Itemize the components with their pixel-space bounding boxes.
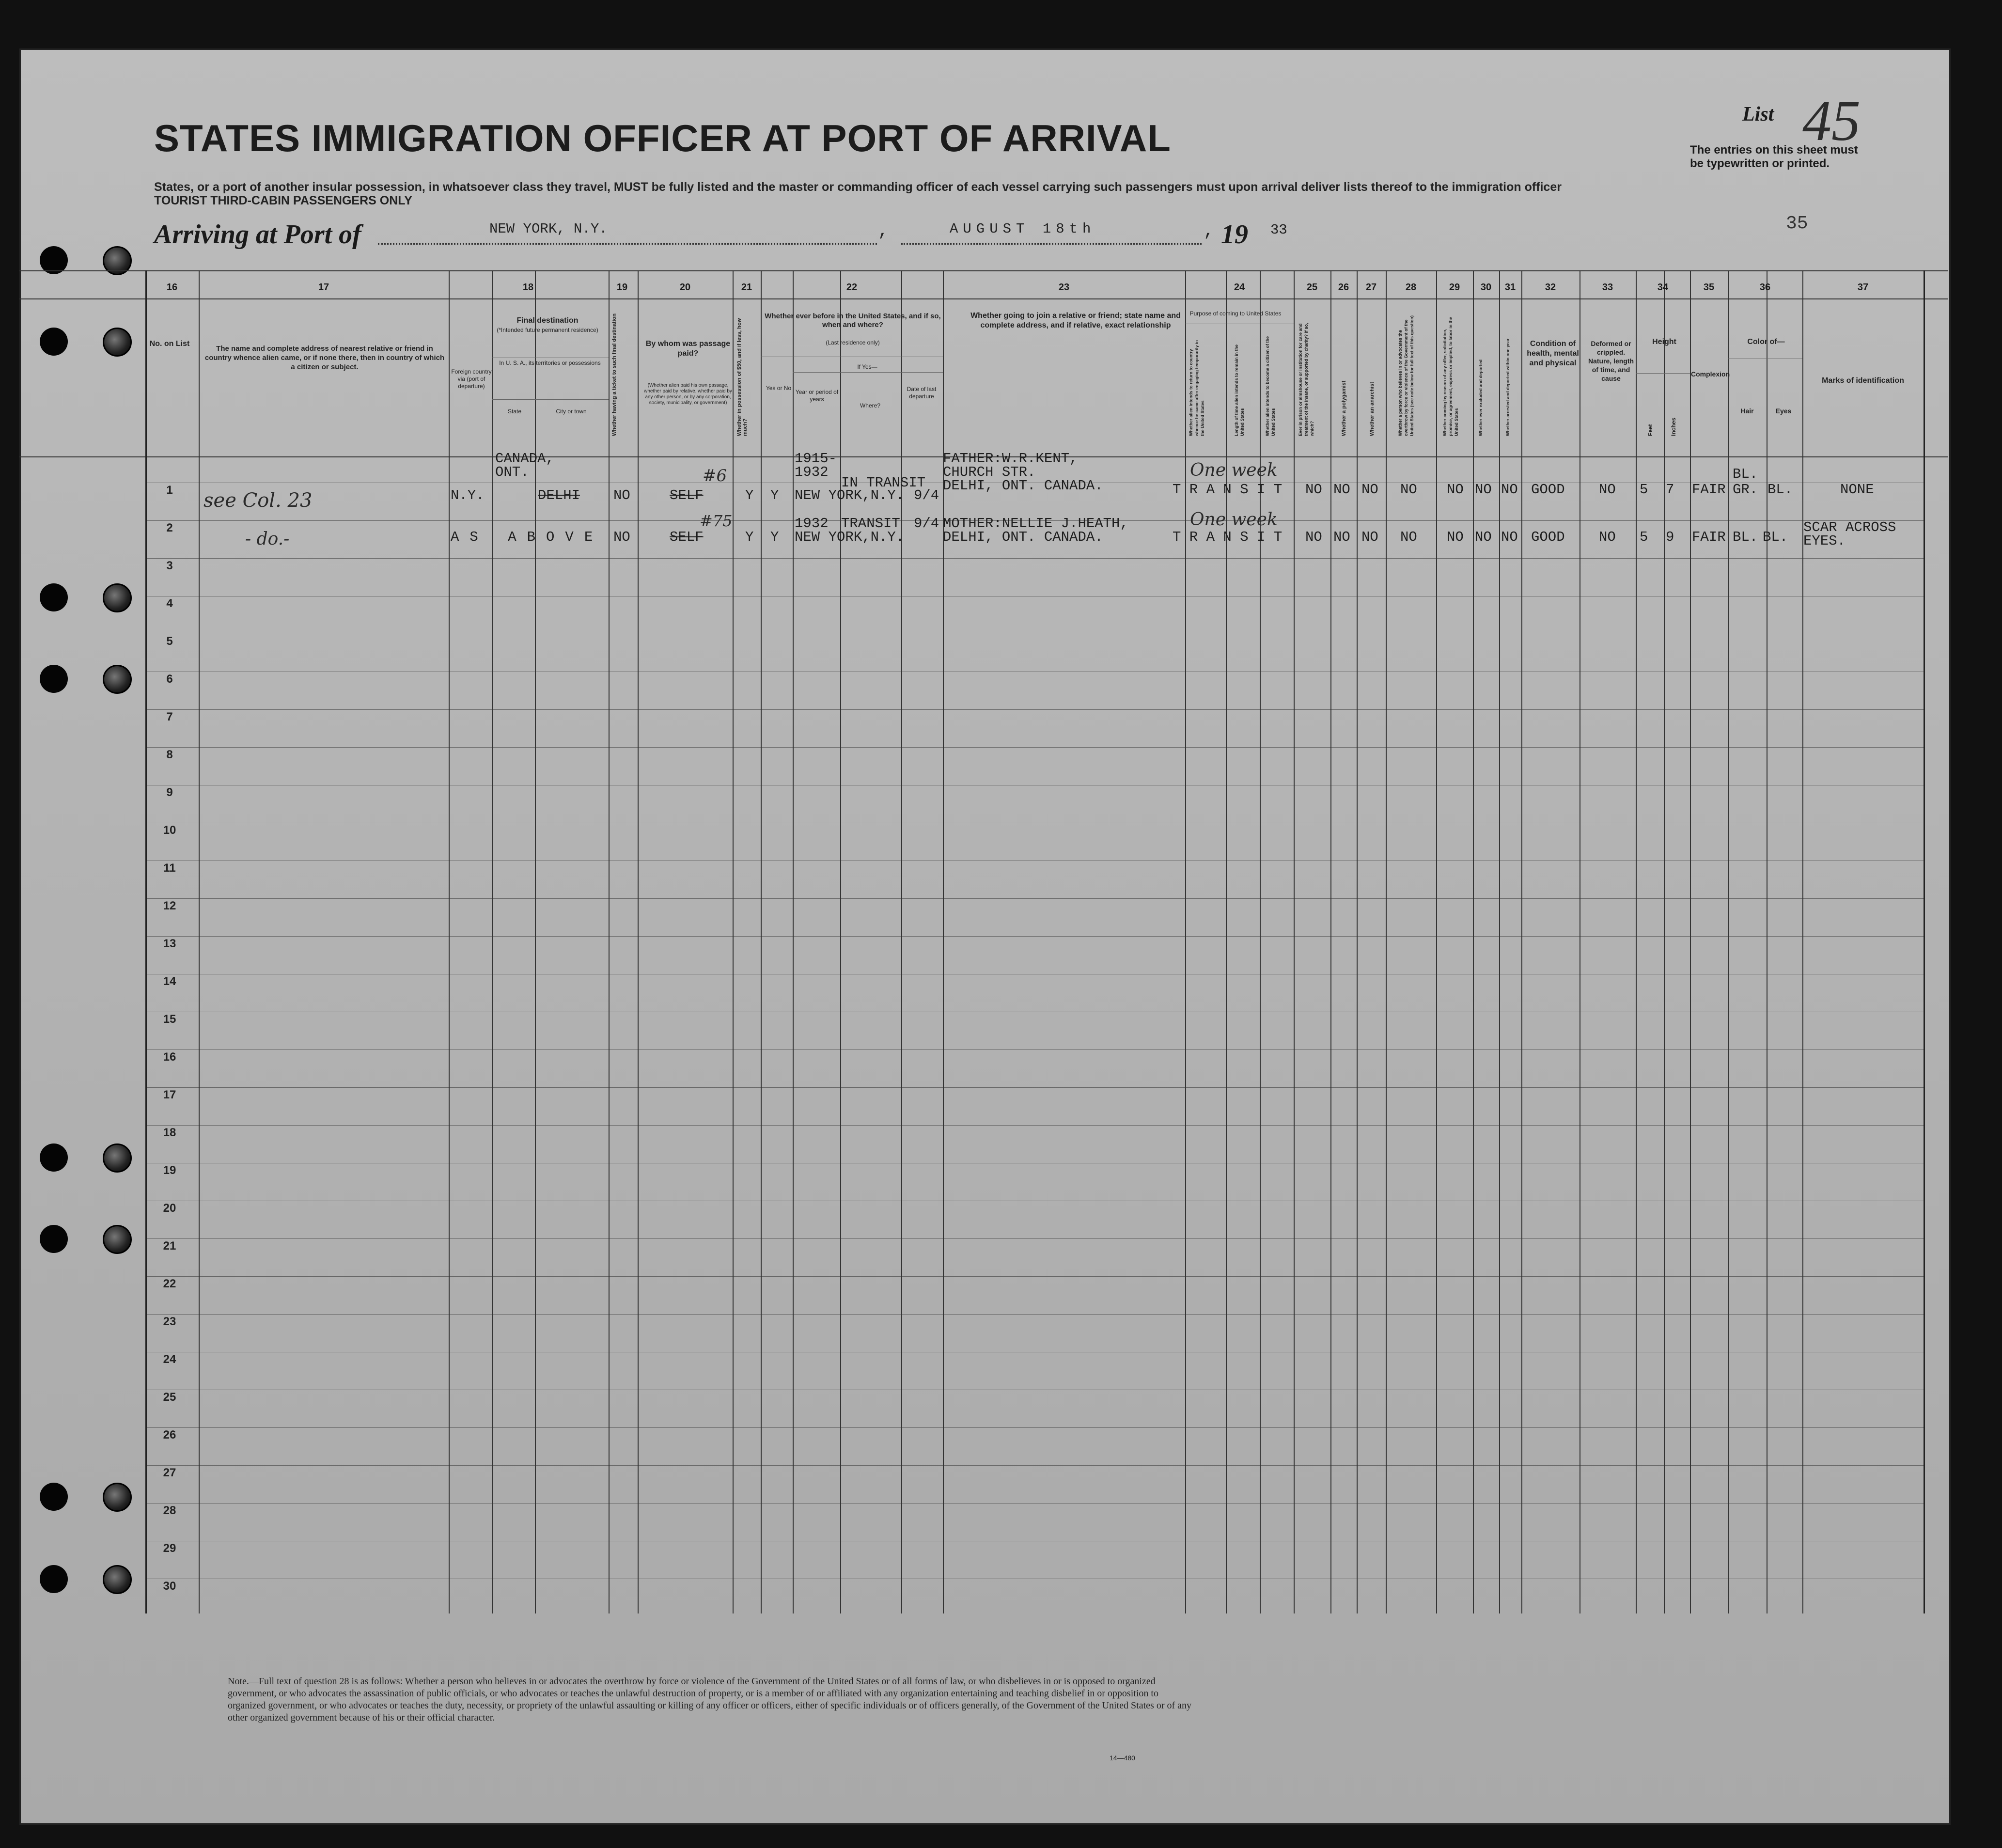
row2-c32: GOOD	[1531, 529, 1565, 545]
row2-c20: SELF	[670, 529, 704, 545]
punch-hole	[103, 1143, 132, 1173]
row2-c19: NO	[613, 529, 630, 545]
row1-c18-city: DELHI	[538, 487, 580, 503]
row1-c36-hair2: GR.	[1733, 482, 1758, 498]
row2-c34-feet: 5	[1640, 529, 1648, 545]
row2-c36-hair1: BL.	[1733, 529, 1758, 545]
column-number: 19	[616, 282, 628, 293]
header-c34-inches: Inches	[1670, 417, 1677, 436]
header-c24-c: Whether alien intends to become a citizen of the United States	[1265, 336, 1276, 436]
row-number: 20	[163, 1202, 176, 1215]
grid-vline	[1473, 270, 1474, 1613]
header-c24-b: Length of time alien intends to remain in the United States	[1234, 344, 1245, 436]
column-number: 17	[318, 282, 329, 293]
grid-hline	[145, 709, 1924, 710]
header-c24-a: Whether alien intends to return to country whence he came after engaging temporarily in the United States	[1189, 340, 1205, 436]
grid-vline	[1924, 270, 1925, 1613]
row-number: 6	[166, 673, 173, 686]
row2-c23-line2: DELHI, ONT. CANADA.	[943, 529, 1103, 545]
row2-c18-span: AS ABOVE	[451, 529, 604, 545]
grid-vline	[199, 270, 200, 1613]
row1-c19: NO	[613, 487, 630, 503]
grid-hline	[145, 1427, 1924, 1428]
grid-hline	[145, 1238, 1924, 1239]
row1-c20: SELF	[670, 487, 704, 503]
date-dotline	[901, 243, 1202, 245]
punch-hole	[103, 1483, 132, 1512]
punch-hole	[40, 1225, 68, 1253]
column-number: 22	[846, 282, 858, 293]
grid-hline	[145, 1465, 1924, 1466]
grid-vline	[638, 270, 639, 1613]
row1-c28: NO	[1400, 482, 1417, 498]
row2-c29: NO	[1447, 529, 1464, 545]
row-number: 9	[166, 786, 173, 799]
row-number: 8	[166, 748, 173, 761]
grid-hline	[145, 1276, 1924, 1277]
grid-hline	[145, 1049, 1924, 1050]
row2-c26: NO	[1333, 529, 1350, 545]
punch-hole	[40, 1565, 68, 1593]
punch-hole	[40, 1143, 68, 1172]
row2-c22-where2: NEW YORK,N.Y.	[795, 529, 905, 545]
grid-hline	[793, 372, 943, 373]
row2-c37-line1: SCAR ACROSS	[1803, 519, 1896, 535]
row1-c23-line2: CHURCH STR.	[943, 464, 1036, 480]
row-number: 1	[166, 484, 173, 497]
grid-vline	[1690, 270, 1691, 1613]
footer-note: Note.—Full text of question 28 is as follows: Whether a person who believes in or advocates the overthrow by force or violence of the Government of the United States or of all forms of law, or who disbelieves in or is opposed to organized government, or who advocates the assassination of public officials, or who advocates or teaches the unlawful destruction of property, or is a member of or affiliated with any organization entertaining and teaching disbelief in or opposition to organized government, or who advocates or teaches the duty, necessity, or propriety of the unlawful assaulting or killing of any officer or officers, either of specific individuals or of officers generally, of the Government of the United States or of any other organized government because of his or their official character.	[228, 1676, 1192, 1723]
row1-c22-yesno: Y	[770, 487, 779, 503]
row2-c28: NO	[1400, 529, 1417, 545]
column-number: 30	[1480, 282, 1492, 293]
entries-note-line1: The entries on this sheet must	[1690, 143, 1858, 157]
grid-hline	[145, 1087, 1924, 1088]
row1-c18-state-top2: ONT.	[495, 464, 529, 480]
header-c36-title: Color of—	[1747, 338, 1785, 346]
row2-c25: NO	[1305, 529, 1322, 545]
row-number: 29	[163, 1542, 176, 1555]
punch-hole	[40, 328, 68, 356]
row-number: 22	[163, 1277, 176, 1290]
grid-vline	[1185, 270, 1186, 1613]
row2-c31: NO	[1501, 529, 1518, 545]
grid-hline	[19, 270, 1948, 271]
header-c20-title: By whom was passage paid?	[645, 340, 731, 358]
header-c26: Whether a polygamist	[1341, 380, 1347, 436]
header-c17: The name and complete address of nearest relative or friend in country whence alien came, or if none there, then in country of which a citizen or subject.	[204, 345, 445, 371]
grid-vline	[1330, 270, 1331, 1613]
row1-c29: NO	[1447, 482, 1464, 498]
port-value: NEW YORK, N.Y.	[489, 221, 608, 237]
column-number: 28	[1405, 282, 1417, 293]
row-number: 4	[166, 597, 173, 610]
row1-c22-year2: 1932	[795, 464, 829, 480]
port-dotline	[378, 243, 877, 245]
row1-c21: Y	[745, 487, 754, 503]
column-number: 20	[679, 282, 691, 293]
row-number: 15	[163, 1013, 176, 1026]
grid-vline	[492, 270, 493, 1613]
header-c22-date: Date of last departure	[907, 386, 937, 400]
column-number: 36	[1759, 282, 1771, 293]
row-number: 3	[166, 559, 173, 572]
row1-c36-eyes: BL.	[1767, 482, 1793, 498]
row1-c37: NONE	[1840, 482, 1874, 498]
grid-hline	[145, 747, 1924, 748]
header-c37: Marks of identification	[1822, 376, 1904, 385]
row-number: 7	[166, 710, 173, 723]
column-number: 16	[166, 282, 178, 293]
row2-c24: T R A N S I T	[1173, 529, 1283, 545]
header-c21: Whether in possession of $50, and if less, how much?	[736, 318, 748, 436]
header-c34-title: Height	[1652, 338, 1676, 346]
row-number: 27	[163, 1466, 176, 1479]
grid-vline	[793, 270, 794, 1613]
column-number: 23	[1058, 282, 1070, 293]
grid-hline	[1636, 373, 1690, 374]
row2-c20-hand: #75	[700, 512, 733, 530]
row-number: 18	[163, 1126, 176, 1139]
row2-c34-inches: 9	[1666, 529, 1674, 545]
header-c25: Ever in prison or almshouse or institution for care and treatment of the insane, or supported by charity? If so, which?	[1298, 323, 1314, 436]
row2-c33: NO	[1599, 529, 1616, 545]
row2-c22-yesno: Y	[770, 529, 779, 545]
row2-c27: NO	[1361, 529, 1378, 545]
punch-hole	[103, 1565, 132, 1594]
header-c18-state: State	[507, 408, 522, 415]
row1-c27: NO	[1361, 482, 1378, 498]
header-c28: Whether a person who believes in or advocates the overthrow by force or violence of the Government of the United States (see note below for full text of this question)	[1398, 315, 1414, 436]
row2-c37-line2: EYES.	[1803, 533, 1846, 549]
row2-c22-date: 9/4	[914, 516, 939, 532]
header-c34-feet: Feet	[1647, 424, 1654, 436]
row-number: 26	[163, 1428, 176, 1441]
row1-c34-feet: 5	[1640, 482, 1648, 498]
year-prefix: 19	[1221, 219, 1248, 250]
grid-vline	[1636, 270, 1637, 1613]
row1-c23-line3: DELHI, ONT. CANADA.	[943, 478, 1103, 494]
grid-vline	[535, 270, 536, 1613]
row1-c32: GOOD	[1531, 482, 1565, 498]
row-number: 30	[163, 1580, 176, 1593]
header-c23: Whether going to join a relative or friend; state name and complete address, and if relative, exact relationship	[970, 312, 1181, 329]
header-c22-yesno: Yes or No	[766, 385, 792, 392]
column-number: 26	[1338, 282, 1349, 293]
column-number: 27	[1365, 282, 1377, 293]
grid-vline	[1499, 270, 1500, 1613]
row-number: 5	[166, 635, 173, 648]
header-c31: Whether arrested and deported within one year	[1505, 338, 1510, 436]
row-number: 24	[163, 1353, 176, 1366]
instructions-line: States, or a port of another insular possession, in whatsoever class they travel, MUST be fully listed and the master or commanding officer of each vessel carrying such passengers must upon arrival deliver lists thereof to the immigration officer	[154, 180, 1562, 194]
grid-vline	[733, 270, 734, 1613]
row1-c22-where1: IN TRANSIT	[841, 475, 926, 491]
punch-hole	[40, 1483, 68, 1511]
row-number: 28	[163, 1504, 176, 1517]
row2-c22-where1: TRANSIT	[841, 516, 900, 532]
header-c22-where: Where?	[860, 402, 881, 409]
row1-c23-line1: FATHER:W.R.KENT,	[943, 451, 1078, 467]
punch-hole	[103, 665, 132, 694]
date-value: AUGUST 18th	[950, 221, 1096, 237]
row-number: 11	[163, 861, 176, 875]
row2-c24-hand: One week	[1190, 510, 1278, 530]
row2-c30: NO	[1475, 529, 1492, 545]
grid-vline	[840, 270, 841, 1613]
grid-vline	[449, 270, 450, 1613]
entries-note	[1690, 143, 1858, 171]
row1-c33: NO	[1599, 482, 1616, 498]
list-label: List	[1742, 103, 1774, 125]
row1-c26: NO	[1333, 482, 1350, 498]
column-number: 25	[1306, 282, 1318, 293]
row1-c24-hand: One week	[1190, 460, 1278, 480]
grid-vline	[1386, 270, 1387, 1613]
header-c36-hair: Hair	[1740, 407, 1754, 415]
column-number: 33	[1602, 282, 1613, 293]
grid-vline	[1728, 270, 1729, 1613]
row-number: 12	[163, 899, 176, 912]
page-title: STATES IMMIGRATION OFFICER AT PORT OF ARRIVAL	[154, 117, 1171, 159]
arriving-label: Arriving at Port of	[154, 219, 361, 250]
column-number: 29	[1449, 282, 1460, 293]
form-number: 14—480	[1110, 1754, 1135, 1762]
row1-c22-year1: 1915-	[795, 451, 837, 467]
row1-c18-state-top: CANADA,	[495, 451, 554, 467]
column-number: 24	[1234, 282, 1245, 293]
row1-c34-inches: 7	[1666, 482, 1674, 498]
column-number: 34	[1657, 282, 1669, 293]
header-c20-sub: (Whether alien paid his own passage, whether paid by relative, whether paid by any other person, or by any corporation, society, municipality, or government)	[644, 383, 732, 406]
entries-note-line2: be typewritten or printed.	[1690, 157, 1830, 170]
row1-c25: NO	[1305, 482, 1322, 498]
grid-hline	[492, 399, 609, 400]
row2-c22-year1: 1932	[795, 516, 829, 532]
header-c30: Whether ever excluded and deported	[1478, 359, 1483, 436]
header-c24-title: Purpose of coming to United States	[1189, 310, 1282, 317]
header-c27: Whether an anarchist	[1369, 382, 1375, 436]
row-number: 10	[163, 824, 176, 837]
class-line: TOURIST THIRD-CABIN PASSENGERS ONLY	[154, 194, 412, 207]
row-number: 23	[163, 1315, 176, 1328]
row2-c36-eyes: BL.	[1763, 529, 1788, 545]
header-c18-sub: (*Intended future permanent residence)	[497, 327, 598, 333]
header-c18-foreign: Foreign country via (port of departure)	[451, 368, 492, 390]
grid-vline	[609, 270, 610, 1613]
row1-c22-date: 9/4	[914, 487, 939, 503]
grid-vline	[1521, 270, 1522, 1613]
punch-hole	[103, 583, 132, 612]
grid-vline	[901, 270, 902, 1613]
row-number: 19	[163, 1164, 176, 1177]
punch-hole	[40, 583, 68, 611]
row1-c24: T R A N S I T	[1173, 482, 1283, 498]
row1-c30: NO	[1475, 482, 1492, 498]
row2-c17: - do.-	[245, 529, 290, 549]
column-number: 31	[1504, 282, 1516, 293]
year-suffix: 33	[1270, 222, 1287, 238]
row1-c17: see Col. 23	[203, 489, 313, 512]
row1-c18-foreign: N.Y.	[451, 487, 485, 503]
punch-hole	[40, 665, 68, 693]
row2-c35: FAIR	[1692, 529, 1726, 545]
row-number: 25	[163, 1391, 176, 1404]
column-number: 21	[741, 282, 752, 293]
list-number: 45	[1802, 88, 1861, 153]
row-number: 17	[163, 1088, 176, 1101]
header-c33: Deformed or crippled. Nature, length of time, and cause	[1588, 340, 1634, 382]
grid-vline	[1436, 270, 1437, 1613]
grid-vline	[761, 270, 762, 1613]
punch-hole	[103, 328, 132, 357]
row-number: 13	[163, 937, 176, 950]
header-c22-ifyes: If Yes—	[857, 363, 877, 370]
corner-number: 35	[1786, 213, 1808, 234]
punch-hole	[103, 1225, 132, 1254]
row2-c21: Y	[745, 529, 754, 545]
header-c18-usa: In U. S. A., its territories or possessions	[499, 360, 601, 366]
header-c18-title: Final destination	[516, 316, 579, 325]
grid-vline	[1664, 270, 1665, 1613]
header-c19: Whether having a ticket to such final destination	[611, 313, 617, 436]
row2-c23-line1: MOTHER:NELLIE J.HEATH,	[943, 516, 1128, 532]
header-no-on-list: No. on List	[149, 340, 190, 348]
grid-hline	[145, 558, 1924, 559]
header-c32: Condition of health, mental and physical	[1527, 340, 1579, 367]
header-c35: Complexion	[1691, 370, 1730, 378]
grid-vline	[1357, 270, 1358, 1613]
column-number: 37	[1857, 282, 1869, 293]
grid-hline	[19, 298, 1948, 299]
header-c36-eyes: Eyes	[1775, 407, 1792, 415]
grid-hline	[145, 898, 1924, 899]
grid-vline	[1294, 270, 1295, 1613]
row1-c22-where2: NEW YORK,N.Y.	[795, 487, 905, 503]
header-c22-title: Whether ever before in the United States, and if so, when and where?	[765, 312, 941, 329]
row1-c31: NO	[1501, 482, 1518, 498]
header-c29: Whether coming by reason of any offer, solicitation, promise, or agreement, express or implied, to labor in the United States	[1442, 316, 1459, 436]
row-number: 14	[163, 975, 176, 988]
column-number: 35	[1703, 282, 1715, 293]
row-number: 21	[163, 1239, 176, 1253]
grid-vline	[1802, 270, 1803, 1613]
grid-hline	[145, 936, 1924, 937]
row1-c20-hand: #6	[703, 466, 727, 485]
header-c22-sub: (Last residence only)	[826, 339, 880, 346]
column-number: 32	[1545, 282, 1556, 293]
column-number: 18	[522, 282, 534, 293]
grid-hline	[145, 1125, 1924, 1126]
header-c18-city: City or town	[556, 408, 587, 415]
row-number: 2	[166, 521, 173, 534]
grid-hline	[145, 1314, 1924, 1315]
row-number: 16	[163, 1050, 176, 1064]
header-c22-year: Year or period of years	[795, 389, 839, 403]
row1-c35: FAIR	[1692, 482, 1726, 498]
row1-c36-hair1: BL.	[1733, 466, 1758, 482]
